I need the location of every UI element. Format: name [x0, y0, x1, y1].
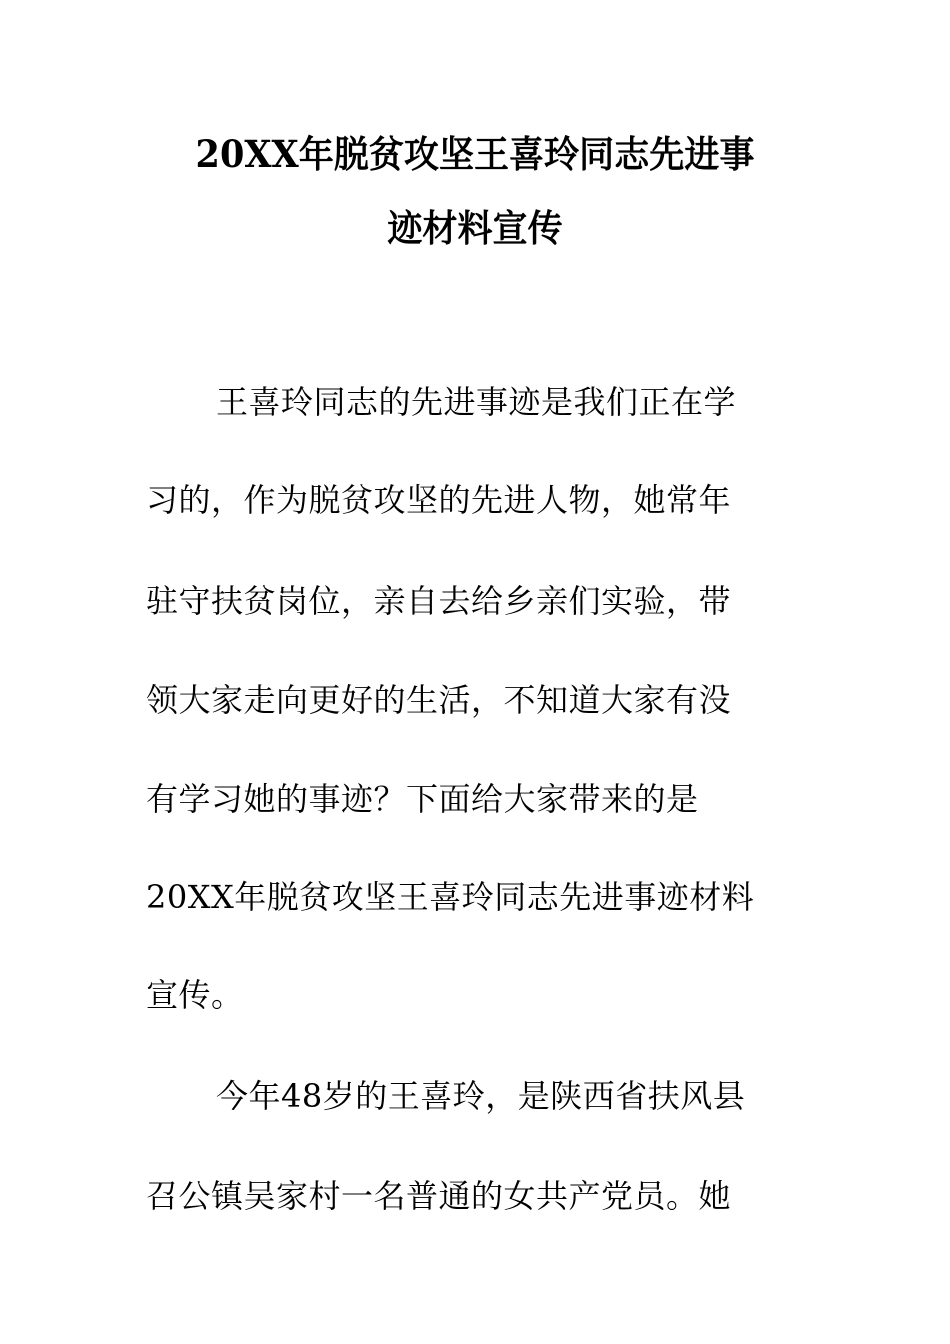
paragraph-1-line-3: 驻守扶贫岗位，亲自去给乡亲们实验，带	[146, 582, 732, 620]
paragraph-1-line-5: 有学习她的事迹？下面给大家带来的是	[146, 780, 699, 818]
paragraph-1-line-6: 20XX年脱贫攻坚王喜玲同志先进事迹材料	[146, 878, 755, 916]
paragraph-1-line-4: 领大家走向更好的生活，不知道大家有没	[146, 681, 732, 719]
paragraph-1-line-2: 习的，作为脱贫攻坚的先进人物，她常年	[146, 481, 732, 519]
document-title-line-1: 20XX年脱贫攻坚王喜玲同志先进事	[195, 132, 755, 176]
paragraph-1-line-7: 宣传。	[146, 976, 244, 1014]
paragraph-1-line-1: 王喜玲同志的先进事迹是我们正在学	[216, 383, 737, 421]
document-title-line-2: 迹材料宣传	[387, 206, 563, 250]
paragraph-2-line-1: 今年48岁的王喜玲，是陕西省扶风县	[216, 1077, 746, 1115]
paragraph-2-line-2: 召公镇吴家村一名普通的女共产党员。她	[146, 1177, 732, 1215]
